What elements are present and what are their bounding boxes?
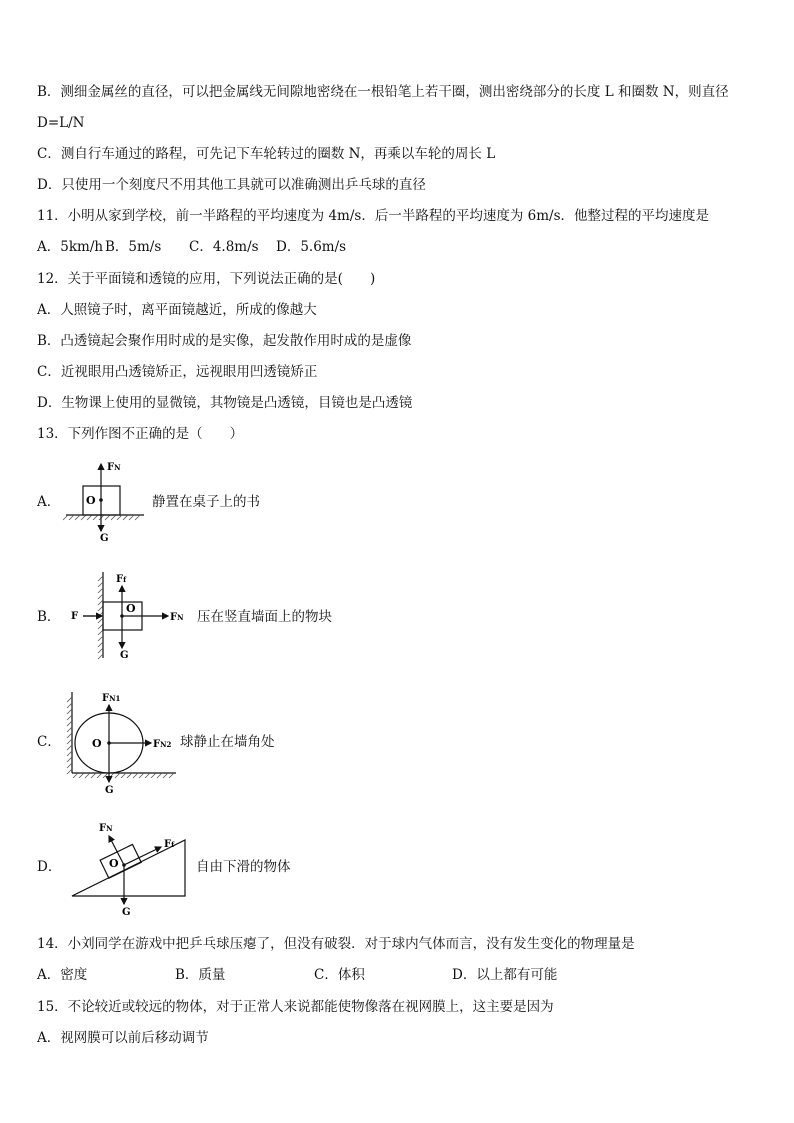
fig-a-o-label: O bbox=[86, 494, 96, 507]
q15-option-a: A．视网膜可以前后移动调节 bbox=[37, 1030, 209, 1046]
fig-c-o-label: O bbox=[92, 737, 102, 750]
q14-stem: 14．小刘同学在游戏中把乒乓球压瘪了，但没有破裂．对于球内气体而言，没有发生变化的物理量是 bbox=[37, 936, 635, 952]
q14-option-a: A．密度 bbox=[37, 967, 88, 983]
q10-option-d: D．只使用一个刻度尺不用其他工具就可以准确测出乒乓球的直径 bbox=[37, 177, 426, 193]
fig-b-g-label: G bbox=[120, 650, 129, 661]
fig-b-fn-sub: N bbox=[177, 613, 184, 622]
q14-option-d: D．以上都有可能 bbox=[452, 967, 558, 983]
q12-option-c: C．近视眼用凸透镜矫正，远视眼用凹透镜矫正 bbox=[37, 364, 318, 380]
q12-option-b: B．凸透镜起会聚作用时成的是实像，起发散作用时成的是虚像 bbox=[37, 333, 412, 349]
fig-a-g-label: G bbox=[100, 533, 109, 544]
fig-c-diagram bbox=[62, 687, 182, 797]
svg-text:Ff bbox=[164, 839, 175, 850]
fig-c-letter: C． bbox=[37, 734, 61, 750]
fig-d-diagram bbox=[65, 818, 195, 918]
fig-c-fn1-label: F bbox=[102, 693, 110, 704]
q11-option-d: D．5.6m/s bbox=[276, 239, 347, 255]
q10-option-b-line2: D=L/N bbox=[37, 115, 85, 131]
svg-text:FN bbox=[107, 462, 121, 473]
q14-option-b: B．质量 bbox=[175, 967, 226, 983]
q10-option-c: C．测自行车通过的路程，可先记下车轮转过的圈数 N，再乘以车轮的周长 L bbox=[37, 146, 496, 162]
q11-option-a: A．5km/h bbox=[37, 239, 104, 255]
q13-stem: 13．下列作图不正确的是（ ） bbox=[37, 426, 244, 442]
fig-b-ff-sub: f bbox=[123, 575, 127, 584]
svg-text:Ff bbox=[116, 574, 127, 585]
fig-b-f-label: F bbox=[71, 611, 79, 622]
fig-b-o-label: O bbox=[126, 602, 136, 615]
fig-a-fn-label: F bbox=[107, 462, 115, 473]
fig-d-o-label: O bbox=[109, 857, 119, 870]
fig-c-g-label: G bbox=[105, 785, 114, 796]
fig-d-g-label: G bbox=[122, 907, 131, 918]
q14-options bbox=[37, 966, 557, 984]
fig-c-fn1-sub: N1 bbox=[109, 694, 121, 703]
svg-text:FN bbox=[99, 823, 113, 834]
fig-d-fn-label: F bbox=[99, 823, 107, 834]
fig-d-caption: 自由下滑的物体 bbox=[196, 859, 291, 875]
q12-option-d: D．生物课上使用的显微镜，其物镜是凸透镜，目镜也是凸透镜 bbox=[37, 395, 413, 411]
fig-a-diagram bbox=[60, 455, 150, 545]
fig-d-fn-sub: N bbox=[106, 824, 113, 833]
q12-option-a: A．人照镜子时，离平面镜越近，所成的像越大 bbox=[37, 302, 317, 318]
fig-d-letter: D． bbox=[37, 859, 62, 875]
q14-option-c: C．体积 bbox=[314, 967, 365, 983]
q11-stem: 11．小明从家到学校，前一半路程的平均速度为 4m/s．后一半路程的平均速度为 6m/s．他整过程的平均速度是 bbox=[37, 208, 709, 224]
fig-b-caption: 压在竖直墙面上的物块 bbox=[197, 609, 332, 625]
q15-stem: 15．不论较近或较远的物体，对于正常人来说都能使物像落在视网膜上，这主要是因为 bbox=[37, 999, 554, 1015]
svg-text:FN bbox=[170, 612, 184, 623]
svg-text:FN2 bbox=[153, 739, 172, 750]
q12-stem: 12．关于平面镜和透镜的应用，下列说法正确的是( ) bbox=[37, 271, 376, 287]
q11-options bbox=[37, 238, 346, 256]
fig-c-caption: 球静止在墙角处 bbox=[180, 734, 275, 750]
fig-c-fn2-sub: N2 bbox=[160, 740, 172, 749]
fig-b-ff-label: F bbox=[116, 574, 124, 585]
fig-b-letter: B． bbox=[37, 609, 61, 625]
q10-option-b-line1: B．测细金属丝的直径，可以把金属线无间隙地密绕在一根铅笔上若干圈，测出密绕部分的长度 L 和圈数 N，则直径 bbox=[37, 84, 729, 100]
svg-text:FN1 bbox=[102, 693, 121, 704]
fig-d-ff-label: F bbox=[164, 839, 172, 850]
q11-option-c: C．4.8m/s bbox=[189, 239, 259, 255]
fig-b-diagram bbox=[65, 568, 195, 663]
fig-a-caption: 静置在桌子上的书 bbox=[152, 494, 260, 510]
fig-a-letter: A． bbox=[37, 494, 61, 510]
fig-b-fn-label: F bbox=[170, 612, 178, 623]
fig-a-fn-sub: N bbox=[114, 463, 121, 472]
fig-d-ff-sub: f bbox=[171, 840, 175, 849]
q11-option-b: B．5m/s bbox=[105, 239, 162, 255]
fig-c-fn2-label: F bbox=[153, 739, 161, 750]
